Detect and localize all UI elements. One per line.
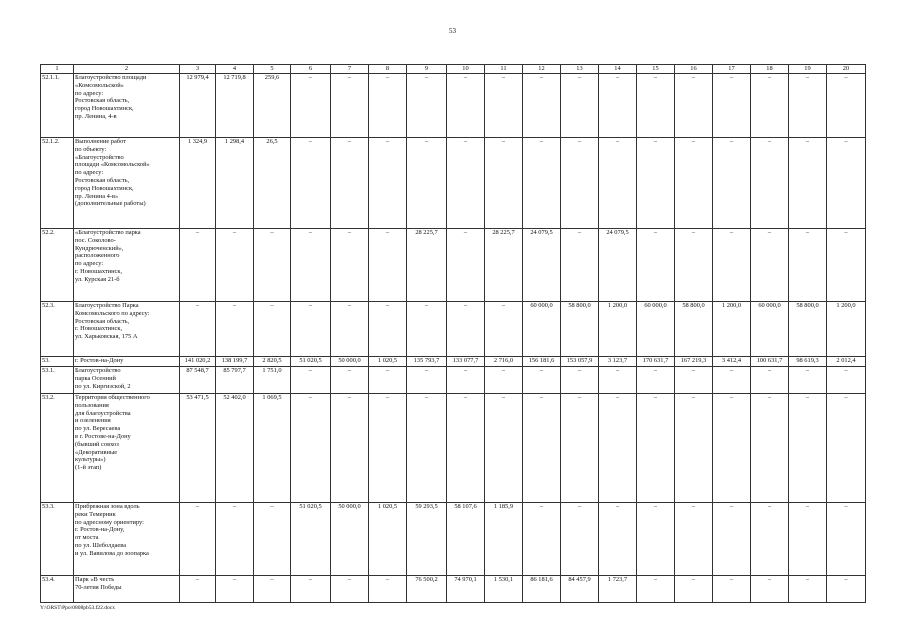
value-cell: 1 751,0 [254,367,291,394]
value-cell: – [180,229,216,302]
value-cell: 2 820,5 [254,357,291,367]
row-description-cell: Территория общественного пользования для благоустройства и озеленения по ул. Вересаева в г. Ростове-на-Дону (бывший совхоз «Декоративные культуры») (1-й этап) [74,394,180,503]
value-cell: 1 200,0 [827,302,866,357]
column-number-cell: 11 [485,65,523,74]
value-cell: – [713,503,751,576]
value-cell: 2 012,4 [827,357,866,367]
value-cell: 50 000,0 [331,503,369,576]
value-cell: – [789,138,827,229]
value-cell: 53 471,5 [180,394,216,503]
value-cell: – [523,367,561,394]
value-cell: – [291,229,331,302]
column-number-cell: 8 [369,65,407,74]
value-cell: 26,5 [254,138,291,229]
row-code-cell: 53.1. [41,367,74,394]
value-cell: 58 107,6 [447,503,485,576]
value-cell: 50 000,0 [331,357,369,367]
value-cell: – [561,138,599,229]
value-cell: – [369,367,407,394]
value-cell: 135 793,7 [407,357,447,367]
value-cell: – [751,394,789,503]
value-cell: – [216,229,254,302]
value-cell: 2 716,0 [485,357,523,367]
value-cell: – [637,74,675,138]
page-number: 53 [449,27,456,35]
value-cell: – [369,229,407,302]
value-cell: 12 719,8 [216,74,254,138]
column-number-cell: 13 [561,65,599,74]
value-cell: – [789,367,827,394]
row-code-cell: 52.1.2. [41,138,74,229]
value-cell: – [369,138,407,229]
value-cell: – [369,394,407,503]
value-cell: 51 020,5 [291,503,331,576]
value-cell: 141 020,2 [180,357,216,367]
value-cell: 133 077,7 [447,357,485,367]
value-cell: – [827,576,866,603]
row-code-cell: 53.2. [41,394,74,503]
value-cell: – [751,138,789,229]
value-cell: 138 199,7 [216,357,254,367]
row-code-cell: 52.3. [41,302,74,357]
value-cell: – [599,74,637,138]
value-cell: 51 020,5 [291,357,331,367]
value-cell: – [675,74,713,138]
value-cell: 60 000,0 [523,302,561,357]
value-cell: 1 324,9 [180,138,216,229]
row-description-cell: Парк «В честь 70-летия Победы [74,576,180,603]
value-cell: 52 402,0 [216,394,254,503]
value-cell: – [254,576,291,603]
value-cell: – [713,367,751,394]
value-cell: – [637,367,675,394]
value-cell: – [599,394,637,503]
value-cell: 24 079,5 [523,229,561,302]
value-cell: – [291,367,331,394]
value-cell: – [291,138,331,229]
column-number-cell: 1 [41,65,74,74]
value-cell: – [789,503,827,576]
row-description-cell: Благоустройство парка Осенний по ул. Киргизской, 2 [74,367,180,394]
column-number-cell: 6 [291,65,331,74]
value-cell: – [447,367,485,394]
value-cell: – [751,503,789,576]
column-number-cell: 10 [447,65,485,74]
value-cell: – [675,503,713,576]
value-cell: – [291,394,331,503]
column-number-cell: 17 [713,65,751,74]
column-number-cell: 15 [637,65,675,74]
row-description-cell: Благоустройство Парка Комсомольского по адресу: Ростовская область, г. Новошахтинск, ул. Харьковская, 175 А [74,302,180,357]
value-cell: – [561,503,599,576]
value-cell: – [407,367,447,394]
value-cell: – [447,394,485,503]
value-cell: – [216,503,254,576]
column-number-cell: 5 [254,65,291,74]
value-cell: – [637,138,675,229]
row-description-cell: г. Ростов-на-Дону [74,357,180,367]
value-cell: – [561,229,599,302]
row-code-cell: 52.1.1. [41,74,74,138]
value-cell: 1 530,1 [485,576,523,603]
value-cell: – [180,302,216,357]
value-cell: – [523,74,561,138]
column-number-cell: 20 [827,65,866,74]
value-cell: – [523,503,561,576]
value-cell: – [827,503,866,576]
row-description-cell: Благоустройство площади «Комсомольской» по адресу: Ростовская область, город Новошахтинск, пр. Ленина, 4-в [74,74,180,138]
value-cell: 76 500,2 [407,576,447,603]
value-cell: – [216,302,254,357]
value-cell: 1 185,9 [485,503,523,576]
footer-path: Y:\ORST\Ppo\0808pb53.f22.docx [40,605,115,611]
row-description-cell: Выполнение работ по объекту: «Благоустройство площади «Комсомольской» по адресу: Ростовская область, город Новошахтинск, пр. Ленина 4-в» (дополнительные работы) [74,138,180,229]
value-cell: – [637,229,675,302]
value-cell: – [485,138,523,229]
value-cell: – [523,138,561,229]
value-cell: 84 457,9 [561,576,599,603]
table-row [41,576,866,603]
value-cell: 167 219,3 [675,357,713,367]
value-cell: – [675,394,713,503]
value-cell: 1 020,5 [369,503,407,576]
value-cell: – [331,74,369,138]
value-cell: – [447,302,485,357]
row-code-cell: 53.4. [41,576,74,603]
value-cell: 59 293,5 [407,503,447,576]
value-cell: – [407,302,447,357]
value-cell: – [827,138,866,229]
value-cell: – [789,74,827,138]
value-cell: – [407,394,447,503]
value-cell: – [331,302,369,357]
value-cell: 28 225,7 [407,229,447,302]
value-cell: 1 200,0 [713,302,751,357]
value-cell: 98 619,3 [789,357,827,367]
value-cell: – [407,138,447,229]
value-cell: – [827,229,866,302]
value-cell: – [254,503,291,576]
table-row [41,367,866,394]
value-cell: 1 723,7 [599,576,637,603]
column-number-cell: 12 [523,65,561,74]
value-cell: – [447,74,485,138]
value-cell: 1 069,5 [254,394,291,503]
row-code-cell: 52.2. [41,229,74,302]
column-number-cell: 3 [180,65,216,74]
value-cell: – [713,394,751,503]
table-body [41,65,866,603]
value-cell: – [561,74,599,138]
value-cell: – [216,576,254,603]
column-number-cell: 9 [407,65,447,74]
table-row [41,503,866,576]
value-cell: – [561,367,599,394]
value-cell: 74 970,1 [447,576,485,603]
value-cell: – [751,367,789,394]
budget-table [40,64,866,603]
value-cell: – [713,74,751,138]
value-cell: – [331,394,369,503]
value-cell: 1 020,5 [369,357,407,367]
value-cell: – [485,302,523,357]
value-cell: – [331,576,369,603]
table-row [41,229,866,302]
value-cell: – [254,302,291,357]
value-cell: – [523,394,561,503]
value-cell: 3 123,7 [599,357,637,367]
value-cell: – [407,74,447,138]
value-cell: – [485,394,523,503]
value-cell: – [789,394,827,503]
column-number-cell: 4 [216,65,254,74]
value-cell: – [637,503,675,576]
value-cell: – [485,74,523,138]
value-cell: – [599,367,637,394]
value-cell: 58 800,0 [789,302,827,357]
value-cell: 259,6 [254,74,291,138]
value-cell: 1 200,0 [599,302,637,357]
value-cell: – [827,74,866,138]
value-cell: – [789,576,827,603]
column-number-row [41,65,866,74]
value-cell: – [751,229,789,302]
value-cell: – [599,138,637,229]
value-cell: 60 000,0 [637,302,675,357]
value-cell: – [675,576,713,603]
value-cell: 3 412,4 [713,357,751,367]
value-cell: – [369,576,407,603]
column-number-cell: 16 [675,65,713,74]
value-cell: – [331,367,369,394]
column-number-cell: 18 [751,65,789,74]
value-cell: – [447,138,485,229]
value-cell: 58 800,0 [561,302,599,357]
value-cell: – [675,367,713,394]
value-cell: 60 000,0 [751,302,789,357]
row-code-cell: 53.3. [41,503,74,576]
row-description-cell: Прибрежная зона вдоль реки Темерник по адресному ориентиру: г. Ростов-на-Дону, от моста по ул. Шеболдаева и ул. Вавилова до зоопарка [74,503,180,576]
value-cell: – [180,503,216,576]
value-cell: 156 181,6 [523,357,561,367]
table-row [41,357,866,367]
value-cell: 86 181,6 [523,576,561,603]
value-cell: – [447,229,485,302]
value-cell: – [254,229,291,302]
value-cell: – [751,74,789,138]
value-cell: – [637,576,675,603]
value-cell: – [713,138,751,229]
value-cell: 153 057,9 [561,357,599,367]
value-cell: 170 631,7 [637,357,675,367]
value-cell: – [369,74,407,138]
value-cell: – [751,576,789,603]
value-cell: 12 979,4 [180,74,216,138]
value-cell: – [713,576,751,603]
column-number-cell: 19 [789,65,827,74]
column-number-cell: 14 [599,65,637,74]
value-cell: – [675,138,713,229]
table-row [41,394,866,503]
value-cell: – [713,229,751,302]
value-cell: – [827,367,866,394]
value-cell: – [637,394,675,503]
value-cell: – [561,394,599,503]
value-cell: 24 079,5 [599,229,637,302]
column-number-cell: 2 [74,65,180,74]
value-cell: 28 225,7 [485,229,523,302]
value-cell: – [485,367,523,394]
value-cell: – [675,229,713,302]
value-cell: – [180,576,216,603]
table-row [41,302,866,357]
column-number-cell: 7 [331,65,369,74]
table-row [41,138,866,229]
row-description-cell: «Благоустройство парка пос. Соколово- Кундрюченский», расположенного по адресу: г. Новошахтинск, ул. Курская 21-б [74,229,180,302]
value-cell: 58 800,0 [675,302,713,357]
row-code-cell: 53. [41,357,74,367]
value-cell: – [789,229,827,302]
value-cell: – [369,302,407,357]
value-cell: – [331,229,369,302]
value-cell: 1 298,4 [216,138,254,229]
value-cell: – [331,138,369,229]
value-cell: – [599,503,637,576]
value-cell: – [291,576,331,603]
table-row [41,74,866,138]
value-cell: – [827,394,866,503]
value-cell: 85 797,7 [216,367,254,394]
value-cell: 100 631,7 [751,357,789,367]
value-cell: 87 548,7 [180,367,216,394]
value-cell: – [291,302,331,357]
value-cell: – [291,74,331,138]
